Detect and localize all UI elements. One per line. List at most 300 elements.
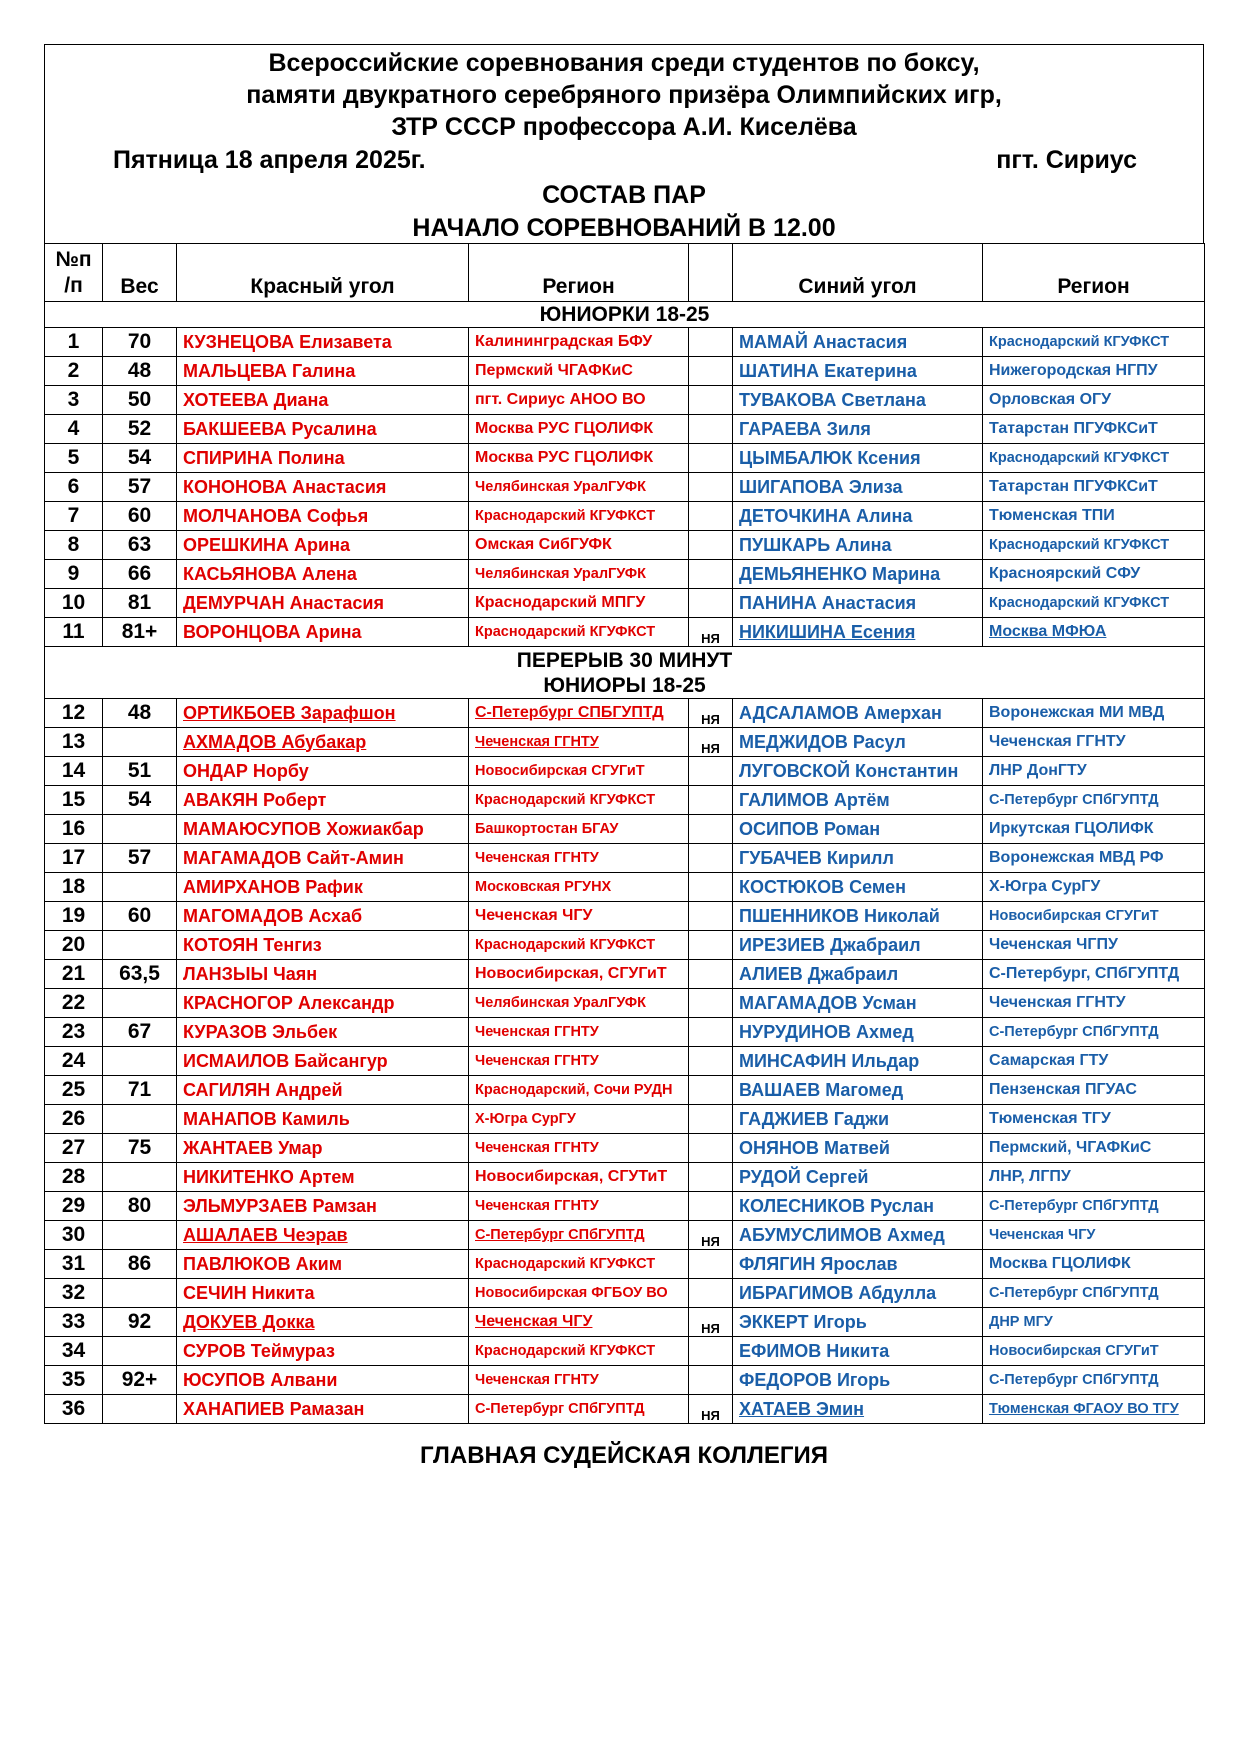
- red-corner-name-text: МАГОМАДОВ Асхаб: [183, 905, 363, 926]
- bout-number: [45, 1134, 103, 1163]
- red-corner-region-text: Краснодарский КГУФКСТ: [475, 792, 656, 808]
- table-row: [45, 1250, 1205, 1279]
- weight-class: [103, 699, 177, 728]
- blue-corner-name: [733, 328, 983, 357]
- bout-number: [45, 502, 103, 531]
- bout-number-text: 1: [67, 330, 80, 353]
- table-row: [45, 989, 1205, 1018]
- red-corner-region: [469, 1076, 689, 1105]
- bout-number: [45, 873, 103, 902]
- red-corner-name: [177, 1192, 469, 1221]
- blue-corner-region-text: Воронежская МИ МВД: [989, 704, 1165, 721]
- bout-number: [45, 444, 103, 473]
- blue-corner-region: [983, 1192, 1205, 1221]
- bout-number: [45, 618, 103, 647]
- red-corner-name: [177, 1279, 469, 1308]
- weight-class-text: 48: [127, 359, 152, 382]
- red-corner-region-text: Калининградская БФУ: [475, 333, 653, 350]
- bout-number-text: 30: [61, 1223, 86, 1246]
- break-label: ПЕРЕРЫВ 30 МИНУТ: [516, 648, 733, 672]
- blue-corner-name: [733, 1076, 983, 1105]
- bout-number: [45, 328, 103, 357]
- no-show-mark: [689, 415, 733, 444]
- red-corner-name: [177, 415, 469, 444]
- weight-class: [103, 786, 177, 815]
- red-corner-name-text: ОРЕШКИНА Арина: [183, 534, 350, 555]
- red-corner-region: [469, 1279, 689, 1308]
- blue-corner-region: [983, 844, 1205, 873]
- red-corner-name: [177, 728, 469, 757]
- table-row: [45, 357, 1205, 386]
- pairs-table: [44, 243, 1205, 1424]
- blue-corner-region: [983, 1047, 1205, 1076]
- red-corner-region: [469, 386, 689, 415]
- blue-corner-region: [983, 1221, 1205, 1250]
- red-corner-name: [177, 386, 469, 415]
- no-show-mark: [689, 728, 733, 757]
- no-show-mark: [689, 1018, 733, 1047]
- blue-corner-name: [733, 444, 983, 473]
- red-corner-region-text: Чеченская ЧГУ: [475, 907, 593, 924]
- blue-corner-region: [983, 1076, 1205, 1105]
- bout-number-text: 7: [67, 504, 80, 527]
- red-corner-name: [177, 786, 469, 815]
- weight-class-text: 81+: [121, 620, 158, 643]
- blue-corner-name: [733, 1308, 983, 1337]
- blue-corner-region-text: Краснодарский КГУФКСТ: [989, 450, 1170, 466]
- bout-number-text: 21: [61, 962, 86, 985]
- bout-number: [45, 1337, 103, 1366]
- red-corner-region: [469, 815, 689, 844]
- blue-corner-name-text: НУРУДИНОВ Ахмед: [739, 1021, 914, 1042]
- no-show-mark: [689, 1047, 733, 1076]
- red-corner-name: [177, 1308, 469, 1337]
- weight-class: [103, 1395, 177, 1424]
- blue-corner-name-text: ЦЫМБАЛЮК Ксения: [739, 447, 921, 468]
- blue-corner-name-text: ШАТИНА Екатерина: [739, 360, 917, 381]
- blue-corner-name: [733, 473, 983, 502]
- bout-number: [45, 415, 103, 444]
- blue-corner-name: [733, 757, 983, 786]
- blue-corner-name-text: КОСТЮКОВ Семен: [739, 876, 907, 897]
- bout-number-text: 35: [61, 1368, 86, 1391]
- table-row: [45, 415, 1205, 444]
- red-corner-region-text: Челябинская УралГУФК: [475, 566, 646, 582]
- red-corner-name: [177, 531, 469, 560]
- red-corner-region: [469, 357, 689, 386]
- weight-class-text: 92+: [121, 1368, 158, 1391]
- blue-corner-region: [983, 328, 1205, 357]
- no-show-mark: [689, 1308, 733, 1337]
- document-header: [44, 44, 1204, 243]
- no-show-mark: [689, 844, 733, 873]
- blue-corner-region: [983, 1279, 1205, 1308]
- weight-class-text: 52: [127, 417, 152, 440]
- bout-number-text: 28: [61, 1165, 86, 1188]
- weight-class: [103, 531, 177, 560]
- blue-corner-region: [983, 699, 1205, 728]
- blue-corner-name-text: ЭККЕРТ Игорь: [739, 1311, 867, 1332]
- weight-class-text: 80: [127, 1194, 152, 1217]
- red-corner-name: [177, 618, 469, 647]
- blue-corner-region-text: Татарстан ПГУФКСиТ: [989, 478, 1158, 495]
- blue-corner-name-text: ГАЛИМОВ Артём: [739, 789, 890, 810]
- blue-corner-name-text: ДЕТОЧКИНА Алина: [739, 505, 913, 526]
- red-corner-name-text: КУРАЗОВ Эльбек: [183, 1021, 338, 1042]
- title-block: [45, 47, 1203, 143]
- weight-class-text: 48: [127, 701, 152, 724]
- blue-corner-name: [733, 386, 983, 415]
- red-corner-name-text: МАЛЬЦЕВА Галина: [183, 360, 356, 381]
- red-corner-name-text: СЕЧИН Никита: [183, 1282, 315, 1303]
- bout-number: [45, 786, 103, 815]
- bout-number-text: 23: [61, 1020, 86, 1043]
- blue-corner-name-text: ХАТАЕВ Эмин: [739, 1398, 865, 1419]
- bout-number: [45, 960, 103, 989]
- weight-class-text: 70: [127, 330, 152, 353]
- blue-corner-name: [733, 1279, 983, 1308]
- table-row: [45, 1366, 1205, 1395]
- blue-corner-region-text: Х-Югра СурГУ: [989, 878, 1101, 895]
- red-corner-name: [177, 1221, 469, 1250]
- red-corner-name-text: ВОРОНЦОВА Арина: [183, 621, 362, 642]
- weight-class: [103, 902, 177, 931]
- blue-corner-region-text: Тюменская ТПИ: [989, 507, 1115, 524]
- table-row: [45, 1279, 1205, 1308]
- blue-corner-region-text: С-Петербург СПбГУПТД: [989, 1024, 1159, 1040]
- bout-number: [45, 357, 103, 386]
- table-row: [45, 757, 1205, 786]
- red-corner-region: [469, 415, 689, 444]
- red-corner-region-text: Башкортостан БГАУ: [475, 821, 619, 837]
- bout-number-text: 33: [61, 1310, 86, 1333]
- weight-class-text: 63: [127, 533, 152, 556]
- bout-number: [45, 699, 103, 728]
- weight-class: [103, 728, 177, 757]
- red-corner-name-text: ДОКУЕВ Докка: [183, 1311, 315, 1332]
- table-row: [45, 1308, 1205, 1337]
- section-row: [45, 302, 1205, 328]
- no-show-mark: [689, 502, 733, 531]
- blue-corner-name-text: ИБРАГИМОВ Абдулла: [739, 1282, 937, 1303]
- blue-corner-name-text: АБУМУСЛИМОВ Ахмед: [739, 1224, 945, 1245]
- bout-number: [45, 1076, 103, 1105]
- bout-number-text: 6: [67, 475, 80, 498]
- weight-class: [103, 1076, 177, 1105]
- red-corner-name-text: СПИРИНА Полина: [183, 447, 345, 468]
- col-header-blue-corner: Синий угол: [733, 244, 983, 302]
- no-show-mark: [689, 1163, 733, 1192]
- blue-corner-region: [983, 960, 1205, 989]
- bout-number: [45, 531, 103, 560]
- blue-corner-region: [983, 589, 1205, 618]
- bout-number-text: 34: [61, 1339, 86, 1362]
- red-corner-region-text: Чеченская ГГНТУ: [475, 734, 599, 750]
- red-corner-name: [177, 989, 469, 1018]
- no-show-mark: [689, 560, 733, 589]
- blue-corner-region-text: Воронежская МВД РФ: [989, 849, 1164, 866]
- subtitle-block: [45, 179, 1203, 245]
- blue-corner-name: [733, 1018, 983, 1047]
- weight-class: [103, 1250, 177, 1279]
- blue-corner-region: [983, 618, 1205, 647]
- red-corner-name: [177, 444, 469, 473]
- blue-corner-region: [983, 902, 1205, 931]
- blue-corner-name-text: АДСАЛАМОВ Амерхан: [739, 702, 942, 723]
- red-corner-region-text: Омская СибГУФК: [475, 536, 612, 553]
- red-corner-name-text: ПАВЛЮКОВ Аким: [183, 1253, 343, 1274]
- weight-class: [103, 1105, 177, 1134]
- red-corner-name: [177, 1134, 469, 1163]
- blue-corner-region: [983, 815, 1205, 844]
- red-corner-region: [469, 902, 689, 931]
- red-corner-name-text: ЛАНЗЫЫ Чаян: [183, 963, 318, 984]
- blue-corner-region-text: С-Петербург, СПбГУПТД: [989, 965, 1180, 982]
- no-show-mark: [689, 757, 733, 786]
- weight-class: [103, 757, 177, 786]
- blue-corner-name-text: ГАДЖИЕВ Гаджи: [739, 1108, 890, 1129]
- bout-number-text: 17: [61, 846, 86, 869]
- col-header-mark: [689, 244, 733, 302]
- section-women: ЮНИОРКИ 18-25: [45, 302, 1205, 328]
- red-corner-region: [469, 960, 689, 989]
- red-corner-region-text: Краснодарский КГУФКСТ: [475, 1256, 656, 1272]
- red-corner-name-text: КРАСНОГОР Александр: [183, 992, 395, 1013]
- blue-corner-name: [733, 618, 983, 647]
- bout-number: [45, 815, 103, 844]
- section-men: ЮНИОРЫ 18-25: [543, 673, 706, 697]
- red-corner-region-text: Чеченская ГГНТУ: [475, 1024, 599, 1040]
- bout-number-text: 36: [61, 1397, 86, 1420]
- red-corner-name-text: МАНАПОВ Камиль: [183, 1108, 350, 1129]
- blue-corner-region: [983, 1134, 1205, 1163]
- bout-number-text: 3: [67, 388, 80, 411]
- no-show-mark: [689, 1279, 733, 1308]
- col-header-region-red: Регион: [469, 244, 689, 302]
- weight-class-text: 57: [127, 846, 152, 869]
- no-show-mark: [689, 473, 733, 502]
- weight-class: [103, 960, 177, 989]
- blue-corner-region: [983, 1308, 1205, 1337]
- weight-class-text: 50: [127, 388, 152, 411]
- no-show-mark: [689, 786, 733, 815]
- blue-corner-name-text: ПАНИНА Анастасия: [739, 592, 917, 613]
- red-corner-region: [469, 1250, 689, 1279]
- no-show-mark: [689, 1192, 733, 1221]
- red-corner-region-text: Чеченская ГГНТУ: [475, 850, 599, 866]
- bout-number-text: 20: [61, 933, 86, 956]
- bout-number-text: 14: [61, 759, 86, 782]
- red-corner-region: [469, 699, 689, 728]
- bout-number-text: 2: [67, 359, 80, 382]
- red-corner-name: [177, 1105, 469, 1134]
- table-row: [45, 502, 1205, 531]
- red-corner-region-text: Новосибирская, СГУТиТ: [475, 1168, 668, 1185]
- red-corner-region: [469, 844, 689, 873]
- no-show-mark: [689, 1337, 733, 1366]
- no-show-mark: [689, 1105, 733, 1134]
- blue-corner-region-text: Москва ГЦОЛИФК: [989, 1255, 1131, 1272]
- red-corner-name-text: АВАКЯН Роберт: [183, 789, 327, 810]
- blue-corner-name: [733, 786, 983, 815]
- blue-corner-name: [733, 357, 983, 386]
- blue-corner-name-text: ОСИПОВ Роман: [739, 818, 881, 839]
- table-row: [45, 1105, 1205, 1134]
- no-show-mark: [689, 989, 733, 1018]
- bout-number-text: 4: [67, 417, 80, 440]
- no-show-mark: [689, 1366, 733, 1395]
- red-corner-name: [177, 902, 469, 931]
- blue-corner-region: [983, 502, 1205, 531]
- bout-number-text: 10: [61, 591, 86, 614]
- blue-corner-name: [733, 815, 983, 844]
- weight-class-text: 51: [127, 759, 152, 782]
- table-row: [45, 328, 1205, 357]
- red-corner-region-text: Новосибирская, СГУГиТ: [475, 965, 667, 982]
- red-corner-region: [469, 1047, 689, 1076]
- table-row: [45, 618, 1205, 647]
- blue-corner-region-text: Чеченская ГГНТУ: [989, 733, 1126, 750]
- red-corner-region: [469, 531, 689, 560]
- red-corner-region: [469, 1221, 689, 1250]
- blue-corner-region-text: Тюменская ФГАОУ ВО ТГУ: [989, 1401, 1179, 1417]
- table-row: [45, 444, 1205, 473]
- blue-corner-region: [983, 357, 1205, 386]
- no-show-mark: [689, 531, 733, 560]
- blue-corner-name-text: ФЛЯГИН Ярослав: [739, 1253, 898, 1274]
- blue-corner-name: [733, 1134, 983, 1163]
- table-row: [45, 473, 1205, 502]
- no-show-mark: [689, 1134, 733, 1163]
- red-corner-region: [469, 1395, 689, 1424]
- blue-corner-region-text: Новосибирская СГУГиТ: [989, 908, 1159, 924]
- bout-number-text: 15: [61, 788, 86, 811]
- blue-corner-region-text: Чеченская ГГНТУ: [989, 994, 1126, 1011]
- red-corner-region-text: Чеченская ГГНТУ: [475, 1372, 599, 1388]
- weight-class: [103, 444, 177, 473]
- bout-number: [45, 1279, 103, 1308]
- blue-corner-region: [983, 473, 1205, 502]
- table-row: [45, 386, 1205, 415]
- no-show-mark: [689, 902, 733, 931]
- blue-corner-name-text: НИКИШИНА Есения: [739, 621, 916, 642]
- red-corner-name: [177, 589, 469, 618]
- blue-corner-name-text: АЛИЕВ Джабраил: [739, 963, 899, 984]
- blue-corner-name: [733, 1163, 983, 1192]
- table-row: [45, 589, 1205, 618]
- red-corner-region: [469, 873, 689, 902]
- blue-corner-name-text: ПУШКАРЬ Алина: [739, 534, 892, 555]
- red-corner-region-text: Москва РУС ГЦОЛИФК: [475, 449, 654, 466]
- blue-corner-region-text: С-Петербург СПбГУПТД: [989, 1285, 1159, 1301]
- no-show-mark-text: НЯ: [701, 1408, 720, 1423]
- pairs-heading: СОСТАВ ПАР: [542, 181, 706, 209]
- red-corner-region-text: Краснодарский КГУФКСТ: [475, 624, 656, 640]
- blue-corner-name-text: ТУВАКОВА Светлана: [739, 389, 926, 410]
- blue-corner-region-text: С-Петербург СПбГУПТД: [989, 1198, 1159, 1214]
- no-show-mark: [689, 386, 733, 415]
- red-corner-region: [469, 989, 689, 1018]
- red-corner-name-text: САГИЛЯН Андрей: [183, 1079, 343, 1100]
- table-row: [45, 1047, 1205, 1076]
- col-header-red-corner: Красный угол: [177, 244, 469, 302]
- weight-class: [103, 1337, 177, 1366]
- blue-corner-region: [983, 1018, 1205, 1047]
- no-show-mark: [689, 699, 733, 728]
- no-show-mark: [689, 960, 733, 989]
- weight-class-text: 86: [127, 1252, 152, 1275]
- bout-number-text: 5: [67, 446, 80, 469]
- col-header-weight: Вес: [103, 244, 177, 302]
- blue-corner-name-text: ФЕДОРОВ Игорь: [739, 1369, 891, 1390]
- no-show-mark-text: НЯ: [701, 631, 720, 646]
- blue-corner-name: [733, 1047, 983, 1076]
- blue-corner-region: [983, 444, 1205, 473]
- table-row: [45, 531, 1205, 560]
- blue-corner-region-text: Чеченская ЧГУ: [989, 1227, 1096, 1243]
- weight-class: [103, 1047, 177, 1076]
- red-corner-name-text: ЖАНТАЕВ Умар: [183, 1137, 323, 1158]
- table-row: [45, 1395, 1205, 1424]
- red-corner-region: [469, 1105, 689, 1134]
- blue-corner-region: [983, 931, 1205, 960]
- no-show-mark: [689, 931, 733, 960]
- blue-corner-region: [983, 1337, 1205, 1366]
- blue-corner-name: [733, 873, 983, 902]
- red-corner-name: [177, 873, 469, 902]
- weight-class: [103, 873, 177, 902]
- red-corner-region-text: Краснодарский КГУФКСТ: [475, 508, 656, 524]
- blue-corner-region-text: Татарстан ПГУФКСиТ: [989, 420, 1158, 437]
- bout-number-text: 8: [67, 533, 80, 556]
- red-corner-region-text: Х-Югра СурГУ: [475, 1111, 576, 1127]
- red-corner-region-text: Краснодарский КГУФКСТ: [475, 1343, 656, 1359]
- red-corner-name: [177, 328, 469, 357]
- red-corner-name-text: БАКШЕЕВА Русалина: [183, 418, 377, 439]
- red-corner-name: [177, 560, 469, 589]
- red-corner-region-text: С-Петербург СПбГУПТД: [475, 1227, 645, 1243]
- weight-class: [103, 1163, 177, 1192]
- bout-number: [45, 1366, 103, 1395]
- blue-corner-region-text: ЛНР ДонГТУ: [989, 762, 1087, 779]
- no-show-mark: [689, 328, 733, 357]
- red-corner-region: [469, 757, 689, 786]
- blue-corner-name-text: КОЛЕСНИКОВ Руслан: [739, 1195, 934, 1216]
- red-corner-name-text: АХМАДОВ Абубакар: [183, 731, 367, 752]
- bout-number-text: 29: [61, 1194, 86, 1217]
- bout-number: [45, 728, 103, 757]
- bout-number-text: 9: [67, 562, 80, 585]
- red-corner-name-text: ЭЛЬМУРЗАЕВ Рамзан: [183, 1195, 377, 1216]
- red-corner-name: [177, 699, 469, 728]
- blue-corner-name-text: ИРЕЗИЕВ Джабраил: [739, 934, 921, 955]
- blue-corner-region: [983, 728, 1205, 757]
- bout-number: [45, 902, 103, 931]
- red-corner-region: [469, 1337, 689, 1366]
- red-corner-region-text: Краснодарский КГУФКСТ: [475, 937, 656, 953]
- no-show-mark: [689, 1221, 733, 1250]
- red-corner-name: [177, 844, 469, 873]
- blue-corner-name: [733, 1250, 983, 1279]
- weight-class: [103, 502, 177, 531]
- blue-corner-region: [983, 1366, 1205, 1395]
- table-row: [45, 728, 1205, 757]
- weight-class-text: 54: [127, 788, 152, 811]
- blue-corner-region-text: Тюменская ТГУ: [989, 1110, 1111, 1127]
- weight-class-text: 92: [127, 1310, 152, 1333]
- break-and-men-section: [45, 647, 1205, 699]
- bout-number-text: 26: [61, 1107, 86, 1130]
